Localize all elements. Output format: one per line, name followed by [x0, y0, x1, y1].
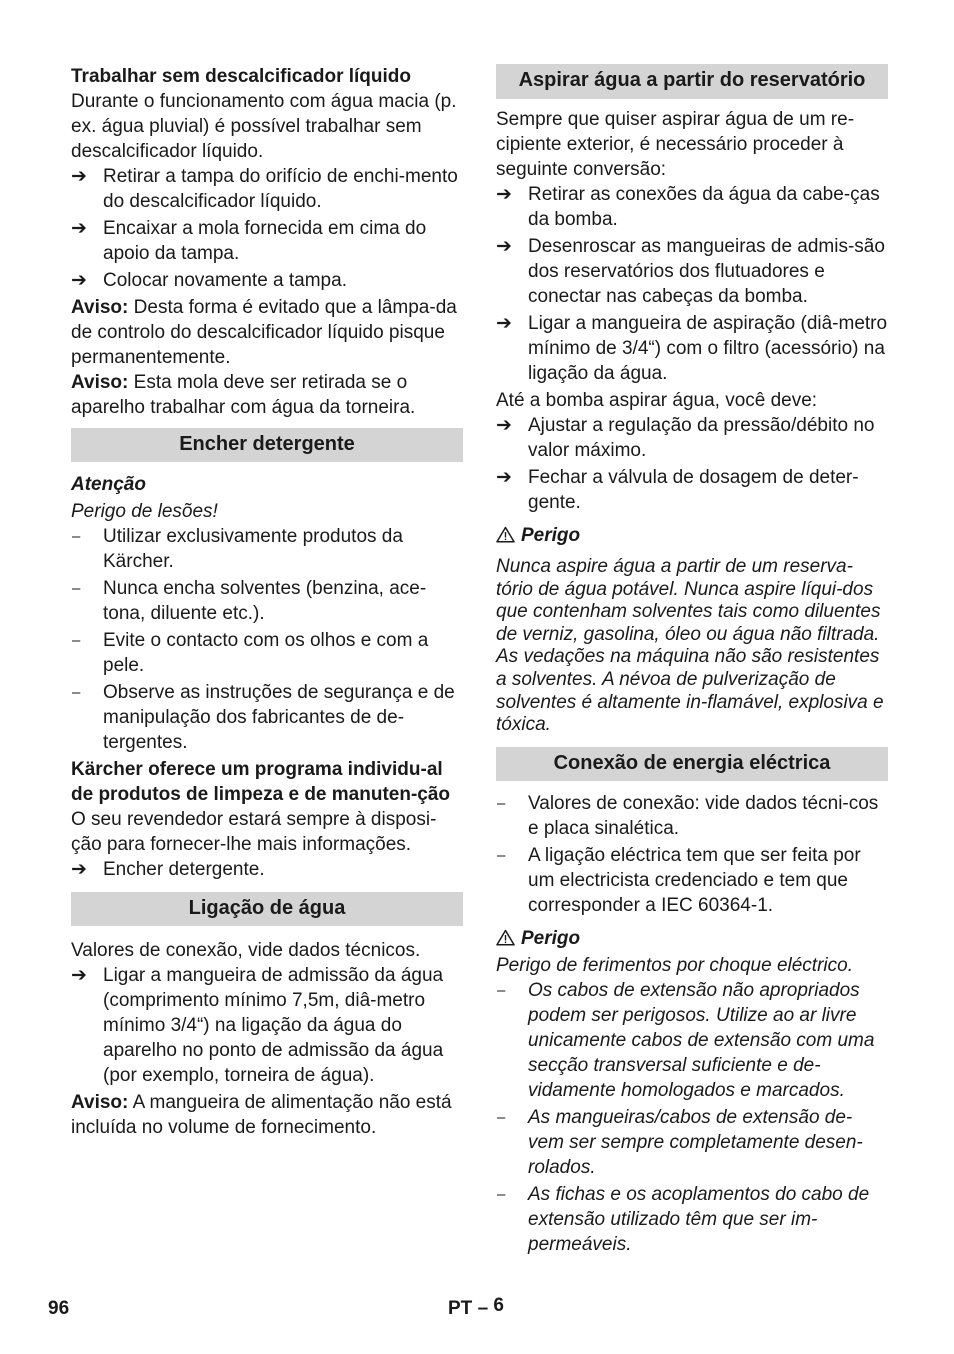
arrow-icon: ➔	[71, 270, 87, 291]
note-label: Aviso:	[71, 372, 129, 393]
note-text: Desta forma é evitado que a lâmpa-da de controlo do descalcificador líquido pisque permanentemente.	[71, 297, 457, 368]
step-item	[496, 234, 888, 309]
list-text: Nunca encha solventes (benzina, ace-tona, diluente etc.).	[103, 578, 427, 624]
paragraph: Sempre que quiser aspirar água de um re-cipiente exterior, é necessário proceder à seguinte conversão:	[496, 109, 855, 180]
footer-language: PT	[448, 1298, 473, 1319]
step-text: Ligar a mangueira de aspiração (diâ-metro mínimo de 3/4“) com o filtro (acessório) na ligação da água.	[528, 313, 888, 384]
dash-marker: –	[497, 846, 506, 864]
step-item	[496, 413, 888, 463]
list-text: A ligação eléctrica tem que ser feita por um electricista credenciado e tem que corresponder a IEC 60364-1.	[528, 844, 861, 916]
footer-language-page	[448, 1295, 504, 1320]
right-column	[496, 64, 888, 1257]
list-text: Valores de conexão: vide dados técni-cos e placa sinalética.	[528, 792, 879, 839]
list-item	[71, 576, 463, 626]
warning-triangle-icon	[496, 929, 515, 946]
step-item	[71, 268, 463, 293]
paragraph: Valores de conexão, vide dados técnicos.	[71, 940, 421, 961]
list-text: As fichas e os acoplamentos do cabo de extensão utilizado têm que ser im-permeáveis.	[528, 1183, 870, 1255]
step-text: Encher detergente.	[103, 859, 265, 880]
arrow-icon: ➔	[71, 859, 87, 880]
danger-label: Perigo	[521, 525, 581, 546]
step-text: Encaixar a mola fornecida em cima do apoio da tampa.	[103, 218, 427, 264]
note-paragraph	[71, 1090, 463, 1140]
step-text: Retirar as conexões da água da cabe-ças da bomba.	[528, 184, 880, 230]
step-item	[71, 963, 463, 1088]
step-text: Ajustar a regulação da pressão/débito no valor máximo.	[528, 415, 875, 461]
list-text: Observe as instruções de segurança e de manipulação dos fabricantes de de-tergentes.	[103, 682, 455, 753]
arrow-icon: ➔	[496, 313, 512, 334]
list-item	[496, 1182, 888, 1257]
paragraph: Até a bomba aspirar água, você deve:	[496, 390, 818, 411]
dash-marker: –	[72, 684, 81, 701]
page-number: 96	[48, 1298, 70, 1319]
step-item	[496, 311, 888, 386]
left-column	[71, 64, 463, 1140]
attention-text: Perigo de lesões!	[71, 501, 218, 522]
list-item	[496, 791, 888, 841]
list-text: Utilizar exclusivamente produtos da Kärcher.	[103, 526, 403, 572]
note-text: A mangueira de alimentação não está incluída no volume de fornecimento.	[71, 1092, 452, 1138]
section-bar-electric-connection: Conexão de energia eléctrica	[496, 747, 888, 781]
step-text: Desenroscar as mangueiras de admis-são dos reservatórios dos flutuadores e conectar nas cabeças da bomba.	[528, 236, 885, 307]
footer-section-page: 6	[493, 1295, 504, 1316]
danger-heading	[496, 926, 888, 951]
section-bar-detergent: Encher detergente	[71, 428, 463, 462]
section-heading-no-descaler: Trabalhar sem descalcificador líquido	[71, 66, 412, 87]
arrow-icon: ➔	[71, 965, 87, 986]
note-paragraph	[71, 295, 463, 370]
karcher-program-heading: Kärcher oferece um programa individu-al de produtos de limpeza e de manuten-ção	[71, 759, 451, 805]
arrow-icon: ➔	[71, 166, 87, 187]
danger-heading	[496, 523, 888, 548]
dash-marker: –	[72, 632, 81, 649]
dash-marker: –	[72, 580, 81, 597]
dash-marker: –	[497, 794, 506, 812]
list-text: Evite o contacto com os olhos e com a pele.	[103, 630, 429, 676]
step-item	[496, 465, 888, 515]
list-text: Os cabos de extensão não apropriados podem ser perigosos. Utilize ao ar livre unicamente cabos de extensão com uma secção transversal suficiente e de-vidamente homologados e marcados.	[528, 979, 875, 1101]
list-item	[496, 843, 888, 918]
note-label: Aviso:	[71, 1092, 129, 1113]
dash-marker: –	[497, 981, 506, 999]
paragraph: Durante o funcionamento com água macia (p. ex. água pluvial) é possível trabalhar sem descalcificador líquido.	[71, 91, 457, 162]
step-item	[71, 216, 463, 266]
step-item	[496, 182, 888, 232]
footer-separator: –	[477, 1298, 489, 1319]
step-text: Fechar a válvula de dosagem de deter-gente.	[528, 467, 859, 513]
arrow-icon: ➔	[496, 236, 512, 257]
list-item	[71, 628, 463, 678]
step-text: Retirar a tampa do orifício de enchi-mento do descalcificador líquido.	[103, 166, 458, 212]
note-label: Aviso:	[71, 297, 129, 318]
step-text: Ligar a mangueira de admissão da água (comprimento mínimo 7,5m, diâ-metro mínimo 3/4“) na ligação da água do aparelho no ponto de admissão da água (por exemplo, torneira de água).	[103, 965, 444, 1086]
paragraph: O seu revendedor estará sempre à disposi-ção para fornecer-lhe mais informações.	[71, 809, 437, 855]
danger-label: Perigo	[521, 927, 581, 949]
danger-text: Nunca aspire água a partir de um reserva-tório de água potável. Nunca aspire líqui-dos que contenham solventes tais como diluentes de verniz, gasolina, óleo ou água não filtrada. As vedações na máquina não são resistentes a solventes. A névoa de pulverização de solventes é altamente in-flamável, explosiva e tóxica.	[496, 556, 884, 736]
list-item	[71, 680, 463, 755]
dash-marker: –	[72, 528, 81, 545]
arrow-icon: ➔	[496, 184, 512, 205]
list-item	[71, 524, 463, 574]
note-paragraph	[71, 370, 463, 420]
step-text: Colocar novamente a tampa.	[103, 270, 347, 291]
list-text: As mangueiras/cabos de extensão de-vem ser sempre completamente desen-rolados.	[528, 1106, 863, 1178]
note-text: Esta mola deve ser retirada se o aparelho trabalhar com água da torneira.	[71, 372, 416, 418]
dash-marker: –	[497, 1108, 506, 1126]
danger-text: Perigo de ferimentos por choque eléctrico.	[496, 954, 853, 976]
list-item	[496, 1105, 888, 1180]
arrow-icon: ➔	[496, 415, 512, 436]
list-item	[496, 978, 888, 1103]
dash-marker: –	[497, 1185, 506, 1203]
section-bar-aspirate-water: Aspirar água a partir do reservatório	[496, 64, 888, 99]
attention-label: Atenção	[71, 474, 146, 495]
step-item	[71, 857, 463, 882]
warning-triangle-icon	[496, 526, 515, 543]
step-item	[71, 164, 463, 214]
arrow-icon: ➔	[71, 218, 87, 239]
section-bar-water-connection: Ligação de água	[71, 892, 463, 926]
arrow-icon: ➔	[496, 467, 512, 488]
